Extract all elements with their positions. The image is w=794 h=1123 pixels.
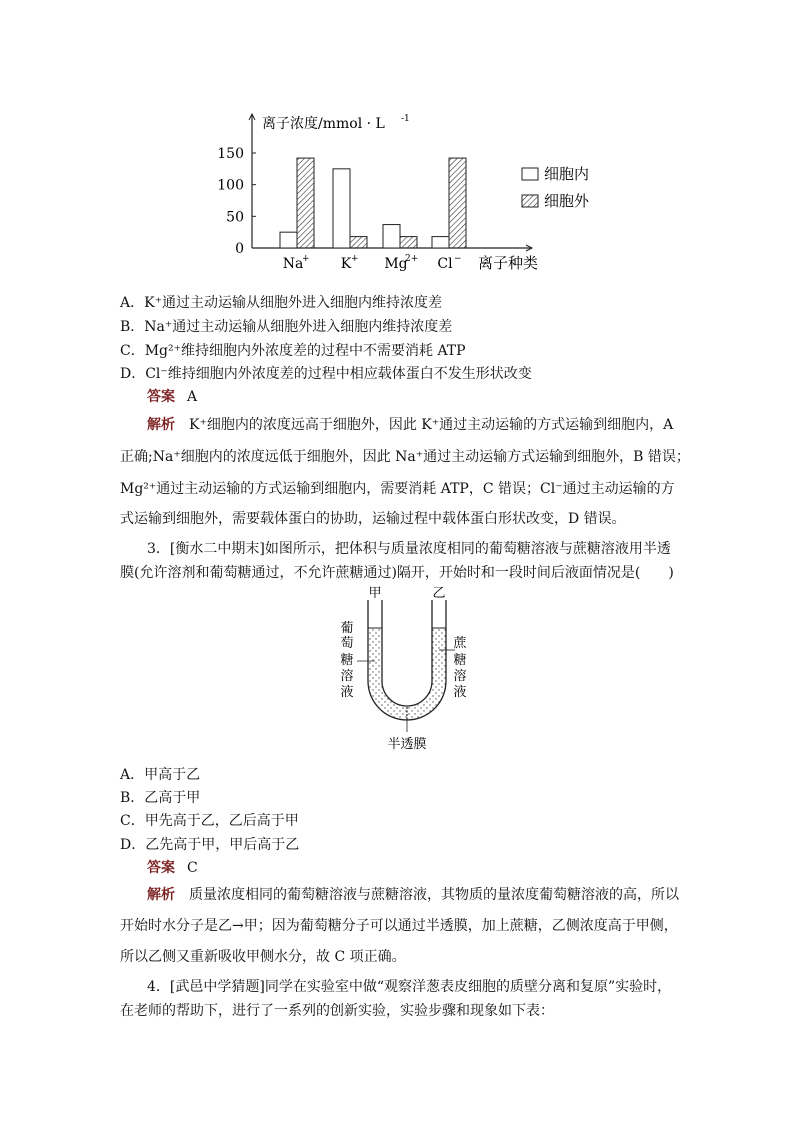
- q3-stem-line-2: 膜(允许溶剂和葡萄糖通过，不允许蔗糖通过)隔开，开始时和一段时间后液面情况是( ): [120, 565, 674, 581]
- q3-analysis-line-2: 开始时水分子是乙→甲；因为葡萄糖分子可以通过半透膜，加上蔗糖，乙侧浓度高于甲侧，: [120, 918, 678, 934]
- x-tick-label: Mg: [384, 256, 408, 272]
- q2-option-a: A．K⁺通过主动运输从细胞外进入细胞内维持浓度差: [120, 295, 442, 311]
- y-tick-label: 100: [217, 177, 244, 194]
- x-axis-label: 离子种类: [478, 254, 539, 272]
- u-tube-svg: [335, 586, 465, 754]
- glucose-char-1: 葡: [340, 621, 354, 636]
- x-tick-label: Cl: [437, 256, 453, 272]
- bar-outside-Mg: [400, 237, 417, 248]
- answer-value: C: [187, 860, 198, 876]
- sucrose-char-2: 糖: [453, 653, 467, 668]
- solution-fill: [375, 606, 439, 713]
- q2-option-d: D．Cl⁻维持细胞内外浓度差的过程中相应载体蛋白不发生形状改变: [120, 366, 532, 382]
- y-tick-label: 150: [217, 146, 244, 162]
- y-axis-label-sup: -1: [401, 114, 410, 124]
- q2-option-c: C．Mg²⁺维持细胞内外浓度差的过程中不需要消耗 ATP: [120, 343, 466, 359]
- x-tick-label-sup: −: [454, 254, 462, 264]
- bar-inside-Mg: [383, 225, 400, 248]
- glucose-char-5: 液: [340, 685, 354, 700]
- ion-concentration-chart: [208, 96, 608, 282]
- q3-option-b: B．乙高于甲: [120, 790, 201, 806]
- legend-swatch-inside: [522, 168, 538, 180]
- x-tick-label: Na: [282, 256, 304, 272]
- q2-analysis-line-4: 式运输到细胞外，需要载体蛋白的协助，运输过程中载体蛋白形状改变，D 错误。: [120, 511, 626, 527]
- q3-analysis-line-1: [147, 884, 679, 904]
- analysis-text: K⁺细胞内的浓度远高于细胞外，因此 K⁺通过主动运输的方式运输到细胞内，A: [189, 417, 674, 433]
- glucose-char-4: 溶: [340, 669, 354, 684]
- y-tick-label: 0: [235, 241, 244, 257]
- q3-answer-row: [147, 857, 198, 877]
- x-tick-label-sup: +: [351, 254, 359, 264]
- q3-analysis-line-3: 所以乙侧又重新吸收甲侧水分，故 C 项正确。: [120, 949, 406, 965]
- glucose-char-3: 糖: [340, 653, 354, 668]
- legend-swatch-outside: [522, 195, 538, 207]
- q3-option-a: A．甲高于乙: [120, 767, 201, 783]
- bar-outside-K: [350, 237, 367, 248]
- label-yi: 乙: [432, 586, 446, 601]
- sucrose-char-3: 溶: [453, 669, 467, 684]
- analysis-label: 解析: [147, 887, 175, 903]
- chart-svg: [208, 96, 608, 282]
- analysis-text: 质量浓度相同的葡萄糖溶液与蔗糖溶液，其物质的量浓度葡萄糖溶液的高，所以: [189, 887, 679, 903]
- legend-label-outside: 细胞外: [544, 192, 590, 210]
- answer-label: 答案: [147, 389, 175, 405]
- legend-label-inside: 细胞内: [544, 165, 590, 183]
- y-axis-label: 离子浓度/mmol · L: [262, 116, 385, 132]
- sucrose-char-4: 液: [453, 685, 467, 700]
- answer-value: A: [187, 389, 198, 405]
- sucrose-char-1: 蔗: [453, 636, 467, 651]
- bar-inside-K: [333, 169, 350, 248]
- q4-stem-line-2: 在老师的帮助下，进行了一系列的创新实验，实验步骤和现象如下表：: [120, 1003, 554, 1019]
- q3-stem-line-1: 3．[衡水二中期末]如图所示，把体积与质量浓度相同的葡萄糖溶液与蔗糖溶液用半透: [147, 541, 671, 557]
- bar-outside-Cl: [449, 158, 466, 248]
- answer-label: 答案: [147, 860, 175, 876]
- bar-outside-Na: [297, 158, 314, 248]
- x-tick-label-sup: +: [302, 254, 310, 264]
- q4-stem-line-1: 4．[武邑中学猜题]同学在实验室中做“观察洋葱表皮细胞的质壁分离和复原”实验时，: [147, 979, 672, 995]
- q2-answer-row: [147, 386, 197, 406]
- q2-analysis-line-2: 正确;Na⁺细胞内的浓度远低于细胞外，因此 Na⁺通过主动运输方式运输到细胞外，B 错误；: [120, 449, 690, 465]
- q2-analysis-line-3: Mg²⁺通过主动运输的方式运输到细胞内，需要消耗 ATP，C 错误；Cl⁻通过主动运输的方: [120, 481, 675, 497]
- membrane-label: 半透膜: [387, 737, 427, 752]
- u-tube-figure: [335, 586, 465, 754]
- q2-option-b: B．Na⁺通过主动运输从细胞外进入细胞内维持浓度差: [120, 319, 453, 335]
- y-tick-label: 50: [226, 209, 244, 226]
- x-tick-label: K: [340, 256, 352, 272]
- x-tick-label-sup: 2+: [405, 254, 419, 264]
- glucose-char-2: 萄: [340, 636, 354, 651]
- q3-option-d: D．乙先高于甲，甲后高于乙: [120, 837, 300, 853]
- bar-inside-Cl: [432, 237, 449, 248]
- analysis-label: 解析: [147, 417, 175, 433]
- tube-inner-wall: [382, 600, 432, 706]
- label-jia: 甲: [368, 586, 382, 601]
- bar-inside-Na: [280, 232, 297, 248]
- q3-option-c: C．甲先高于乙，乙后高于甲: [120, 813, 299, 829]
- q2-analysis-line-1: [147, 414, 673, 434]
